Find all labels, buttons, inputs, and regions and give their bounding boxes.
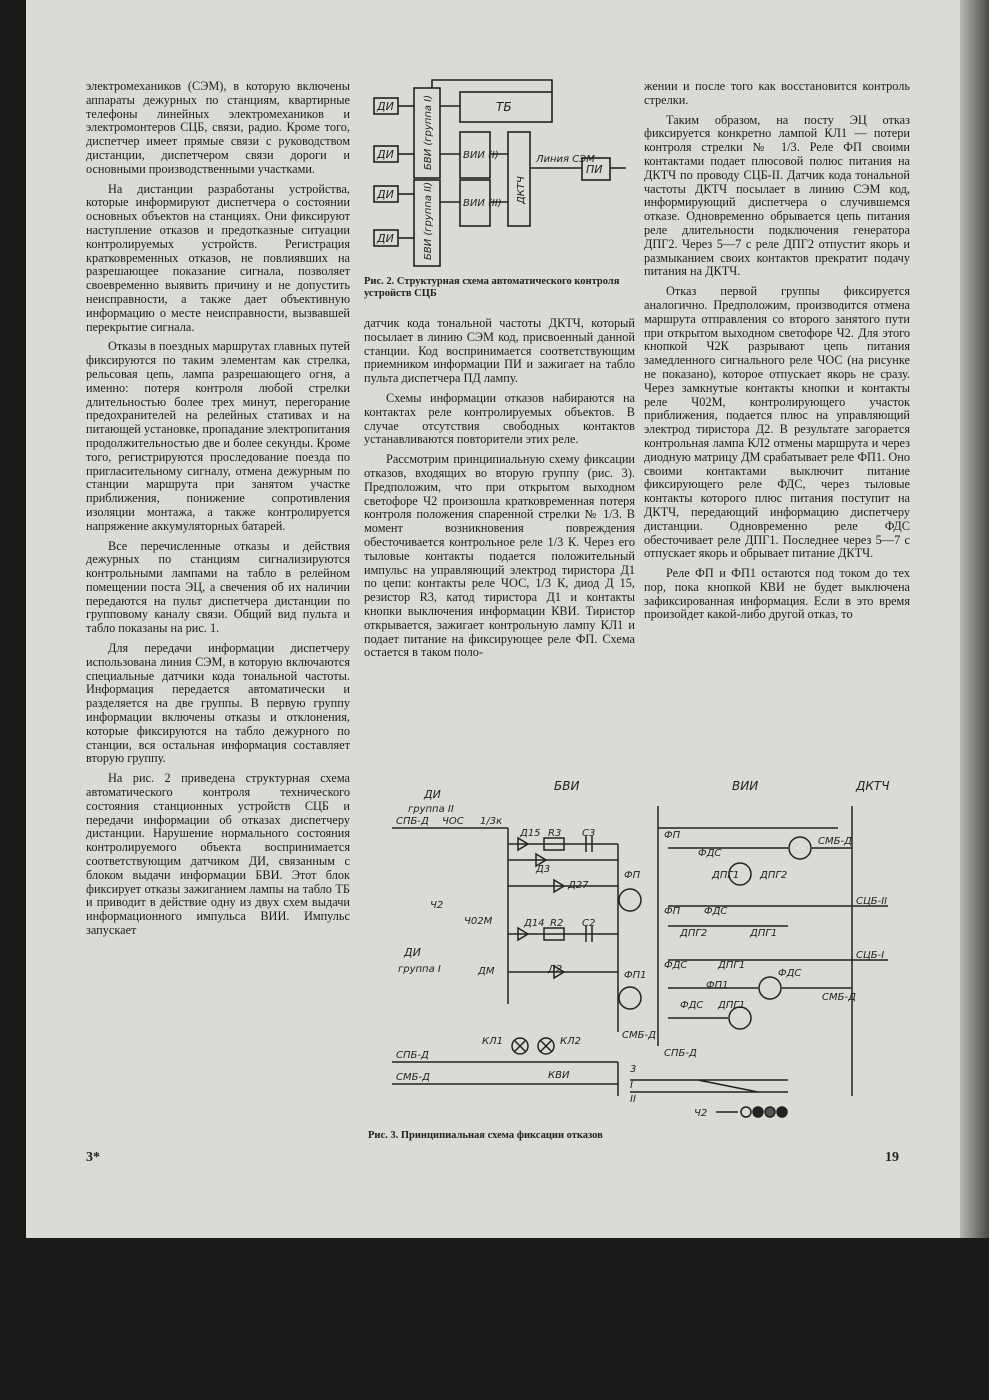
spbd-top-label: СПБ-Д (396, 816, 429, 827)
paragraph: жении и после того как восстановится контроль стрелки. (644, 79, 910, 107)
dpg2-contact-label: ДПГ2 (680, 928, 708, 939)
smbd-left-label: СМБ-Д (396, 1072, 430, 1083)
paragraph: Для передачи информации диспетчеру использована линия СЭМ, в которую включаются специальные датчики кода тональной частоты. Информация передается автоматически и разделяется на две группы. В первую группу информации включены отказы и отклонения, которые фиксируются на табло дежурного по станции, вся остальная информация составляет вторую группу. (86, 641, 350, 766)
dm-label: ДМ (478, 966, 495, 977)
di-label: ДИ (377, 232, 394, 245)
bvi-label: БВИ (554, 779, 580, 793)
d2-label: Д2 (548, 964, 563, 975)
figure-2-block-diagram (364, 76, 640, 272)
vii-1-label: ВИИ (I) (463, 150, 499, 161)
di-label: ДИ (377, 100, 394, 113)
smbd-mid-label: СМБ-Д (622, 1030, 656, 1041)
spbd-mid-label: СПБ-Д (664, 1048, 697, 1059)
scb2-label: СЦБ-II (856, 896, 888, 907)
paragraph: На рис. 2 приведена структурная схема автоматического контроля технического состояния станционных устройств СЦБ и передачи информации об отказах диспетчеру дистанции. Нарушение нормального состояния контролируемого объекта воспринимается соответствующим датчиком ДИ, связанным с блоком выдачи информации БВИ. Этот блок фиксирует отказы зажиганием лампы на табло ТБ и приводит в действие одну из двух схем выдачи информационного импульса ВИИ. Импульс запускает (86, 771, 350, 938)
signal-ch2-label: Ч2 (694, 1108, 708, 1119)
ch2-label: Ч2 (430, 900, 444, 911)
c3-label: С3 (582, 828, 596, 839)
paragraph: Реле ФП и ФП1 остаются под током до тех пор, пока кнопкой КВИ не будет выключена зафиксированная информация. Если в это время произойдет какой-либо другой отказ, то (644, 566, 910, 622)
bvi-1-label: БВИ (группа I) (423, 94, 434, 170)
group2-label: группа II (408, 804, 454, 815)
track-1-label: I (630, 1080, 633, 1091)
figure-3-caption: Рис. 3. Принципиальная схема фиксации отказов (368, 1130, 603, 1141)
group1-label: группа I (398, 964, 441, 975)
fds-label: ФДС (698, 848, 722, 859)
r3-label: R3 (548, 828, 562, 839)
dpg1-relay-label: ДПГ1 (718, 1000, 746, 1011)
paragraph: Отказ первой группы фиксируется аналогично. Предположим, производится отмена маршрута отправления со второго занятого пути при открытом выходном светофоре Ч2. Для этого кнопкой Ч2К разрывают цепь питания замедленного сигнального реле ЧОС (на рисунке не показано), которое отпускает якорь не сразу. Через замкнутые контакты кнопки и контакты реле Ч02М, контролирующего участок приближения, подается плюс на управляющий электрод тиристора Д2. В результате загорается контрольная лампа КЛ2 отмены маршрута и через диодную матрицу ДМ срабатывает реле ФП1. Оно своими контактами выключит питание фиксирующего реле ФДС, через тыловые контакты которого плюс питания поступит на ДКТЧ, передающий информацию диспетчеру дистанции. Одновременно реле ФДС обесточивает реле ДПГ1. Последнее через 5—7 с отпускает якорь и обрывает питание ДКТЧ. (644, 284, 910, 561)
fds-contact-label: ФДС (680, 1000, 704, 1011)
ch02m-label: Ч02М (464, 916, 493, 927)
c2-label: С2 (582, 918, 596, 929)
kl2-label: КЛ2 (560, 1036, 581, 1047)
di-label: ДИ (377, 148, 394, 161)
vii-label: ВИИ (732, 779, 759, 793)
fds-contact-label: ФДС (664, 960, 688, 971)
kl1-label: КЛ1 (482, 1036, 503, 1047)
fp1-label: ФП1 (624, 970, 647, 981)
paragraph: Таким образом, на посту ЭЦ отказ фиксируется конкретно лампой КЛ1 — потери контроля стрелки № 1/3. Реле ФП своими контактами подает плюсовой полюс питания на ДКТЧ по проводу СЦБ-II. Датчик кода тональной частоты ДКТЧ посылает в линию СЭМ код, информирующий диспетчера о случившемся отказе. Одновременно обрывается цепь питания реле длительности подключения генератора ДПГ2. Через 5—7 с реле ДПГ2 отпустит якорь и размыканием своих контактов прекратит подачу питания на ДКТЧ. (644, 112, 910, 279)
paragraph: Схемы информации отказов набираются на контактах реле контролируемых объектов. В случае отсутствия свободных контактов устанавливаются повторители этих реле. (364, 390, 635, 447)
fp1-contact-label: ФП1 (706, 980, 729, 991)
spbd-label: СПБ-Д (396, 1050, 429, 1061)
d27-label: Д27 (568, 880, 589, 891)
dpg1-label: ДПГ1 (712, 870, 740, 881)
paragraph: датчик кода тональной частоты ДКТЧ, который посылает в линию СЭМ код, присвоенный данной станции. Код воспринимается соответствующим приемником информации ПИ и зажигает на табло пульта диспетчера ПД лампу. (364, 316, 635, 386)
k13-label: 1/3к (480, 816, 503, 827)
di-label: ДИ (377, 188, 394, 201)
figure-2-caption: Рис. 2. Структурная схема автоматического контроля устройств СЦБ (364, 276, 620, 299)
text-column-2 (364, 317, 635, 666)
fds-relay-label: ФДС (778, 968, 802, 979)
text-column-1 (86, 80, 350, 944)
paragraph: На дистанции разработаны устройства, которые информируют диспетчера о состоянии основных объектов на станциях. Они фиксируют наступление отказов и предотказные ситуации контролируемых устройств. Регистрация кратковременных отказов, не повлиявших на разрешающее показание сигнала, позволяет своевременно выявить причину и не допустить неисправности, а также дает объективную информацию о месте неисправности, вызвавшей перекрытие сигнала. (86, 181, 350, 334)
paragraph: Все перечисленные отказы и действия дежурных по станциям сигнализируются контрольными лампами на табло в релейном помещении поста ЭЦ, а свечения об их наличии передаются на пульт диспетчера дистанции по групповому каналу связи. Общий вид пульта и табло показаны на рис. 1. (86, 538, 350, 636)
dktch-label: ДКТЧ (516, 176, 527, 204)
page-number: 19 (885, 1150, 899, 1165)
smbd-label: СМБ-Д (818, 836, 852, 847)
vii-2-label: ВИИ (II) (463, 198, 502, 209)
line-sem-label: Линия СЭМ (536, 154, 595, 165)
di-group2-label: ДИ (424, 788, 441, 801)
dpg1-contact-label: ДПГ1 (750, 928, 778, 939)
track-3-label: 3 (630, 1064, 637, 1075)
d3-label: Д3 (536, 864, 551, 875)
scb1-label: СЦБ-I (856, 950, 885, 961)
bvi-2-label: БВИ (группа II) (423, 182, 434, 260)
track-2-label: II (630, 1094, 636, 1105)
fds-contact-label: ФДС (704, 906, 728, 917)
kvi-label: КВИ (548, 1070, 570, 1081)
fp-contact-label: ФП (664, 906, 681, 917)
page-edge-shadow (960, 0, 989, 1238)
pi-label: ПИ (586, 163, 603, 176)
tb-label: ТБ (496, 100, 512, 114)
di-group1-label: ДИ (404, 946, 421, 959)
paragraph: электромехаников (СЭМ), в которую включены аппараты дежурных по станциям, квартирные телефоны линейных электромехаников и электромонтеров СЦБ, связи, радио. Кроме того, диспетчер имеет прямые связи с руководством дистанции, диспетчером связи дороги и основными производственными участками. (86, 79, 350, 176)
page-marker-left: 3* (86, 1150, 100, 1165)
dpg1-contact-label: ДПГ1 (718, 960, 746, 971)
r2-label: R2 (550, 918, 564, 929)
dktch-label: ДКТЧ (856, 779, 890, 793)
text-column-3 (644, 80, 910, 628)
d14-label: Д14 (524, 918, 545, 929)
fp-label: ФП (624, 870, 641, 881)
smbd-label: СМБ-Д (822, 992, 856, 1003)
paragraph: Отказы в поездных маршрутах главных путей фиксируются по таким элементам как стрелка, рельсовая цепь, лампа разрешающего огня, а именно: потеря контроля любой стрелки длительностью более трех минут, перегорание предохранителей на релейных стативах и на питающей установке, пропадание электропитания продолжительностью две и более секунды. Кроме того, регистрируются проследование поезда по пригласительному сигналу, отмена дежурным по станции маршрута при занятом участке приближения, понижение сопротивления изоляции монтажа, а также контролируется напряжение аккумуляторных батарей. (86, 339, 350, 533)
dpg2-label: ДПГ2 (760, 870, 788, 881)
paragraph: Рассмотрим принципиальную схему фиксации отказов, входящих во вторую группу (рис. 3). Предположим, что при открытом выходном светофоре Ч2 произошла кратковременная потеря контроля положения спаренной стрелки № 1/3. В момент возникновения повреждения обесточивается контрольное реле 1/3 К. Через его тыловые контакты подается положительный импульс на управляющий электрод тиристора Д1 по цепи: контакты реле ЧОС, 1/3 К, диод Д 15, резистор R3, катод тиристора Д1 и контакты кнопки выключения информации КВИ. Тиристор открывается, зажигает контрольную лампу КЛ1 и подает питание на фиксирующее реле ФП. Схема остается в таком поло- (364, 452, 635, 660)
figure-3-schematic (368, 776, 908, 1128)
fp-contact-label: ФП (664, 830, 681, 841)
d15-label: Д15 (520, 828, 541, 839)
chos-label: ЧОС (442, 816, 464, 827)
